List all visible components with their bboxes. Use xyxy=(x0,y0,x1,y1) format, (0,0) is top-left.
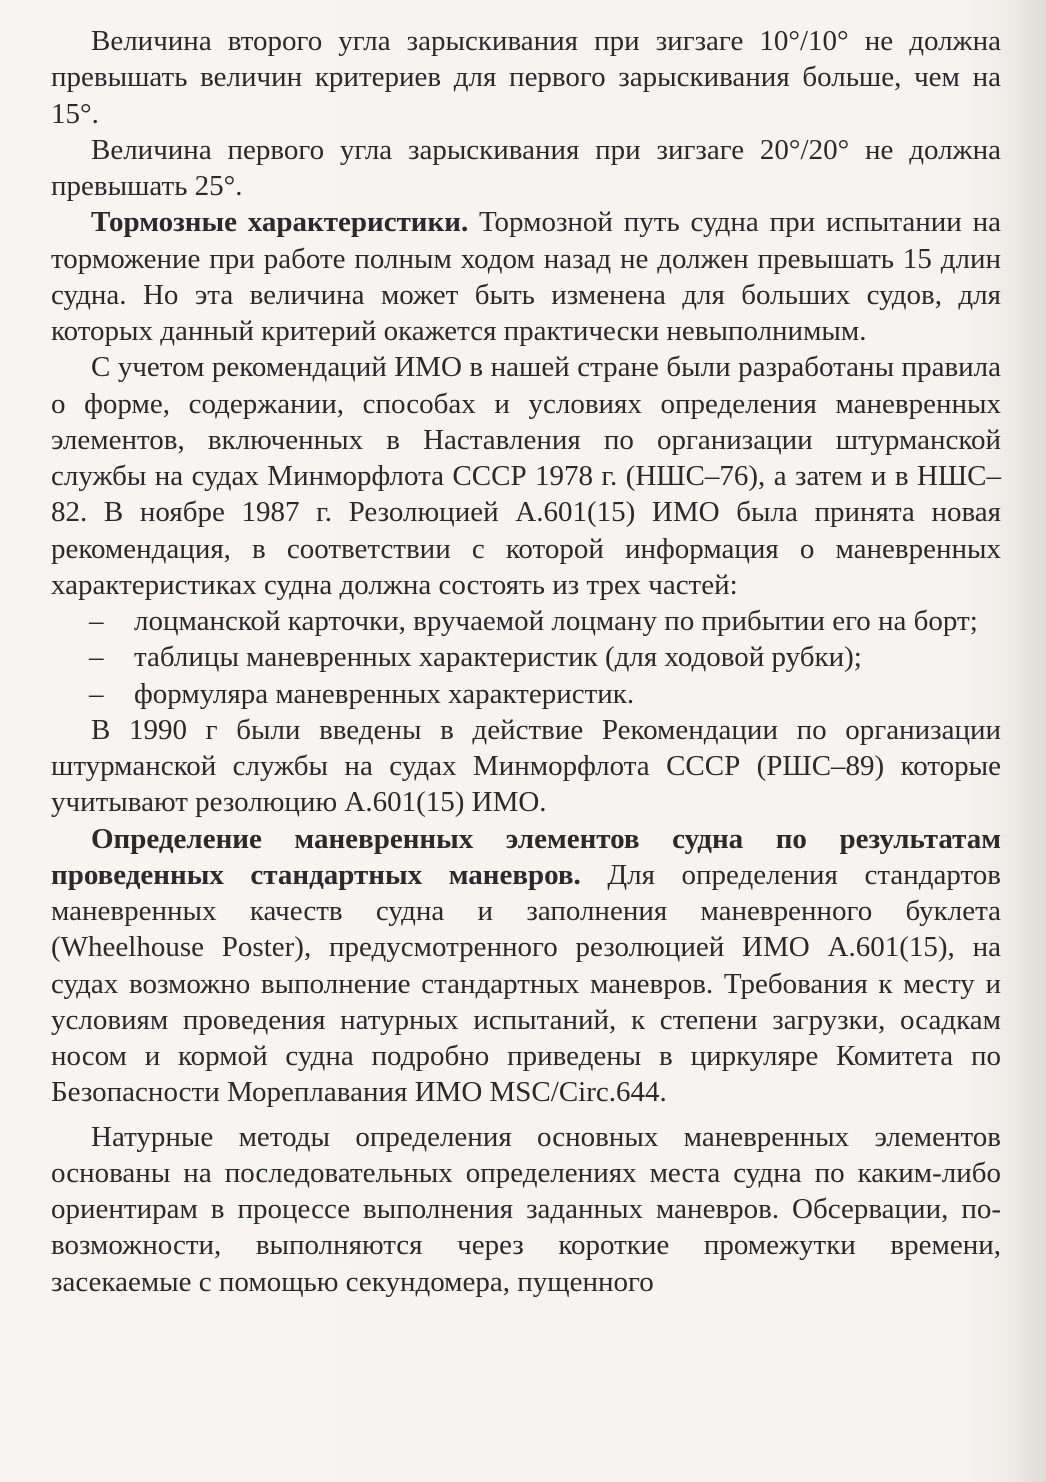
parts-list xyxy=(51,603,1001,712)
paragraph-braking xyxy=(51,204,1001,349)
paragraph-zigzag-20: Величина первого угла зарыскивания при зигзаге 20°/20° не должна превышать 25°. xyxy=(51,133,1001,202)
paragraph-1990-rules: В 1990 г были введены в действие Рекомендации по организации штурманской службы на судах Минморфлота СССР (РШС–89) которые учитывают резолюцию А.601(15) ИМО. xyxy=(51,713,1001,819)
braking-body: Тормозной путь судна при испытании на торможение при работе полным ходом назад не должен превышать 15 длин судна. Но эта величина может быть изменена для больших судов, для которых данный критерий окажется практически невыполнимым. xyxy=(51,206,1002,347)
list-item xyxy=(51,639,1001,675)
paragraph-field-methods: Натурные методы определения основных маневренных элементов основаны на последовательных определениях места судна по каким-либо ориентирам в процессе выполнения заданных маневров. Обсервации, по-возможности, выполняются через короткие промежутки времени, засекаемые с помощью секундомера, пущенного xyxy=(51,1120,1001,1298)
list-item-text: таблицы маневренных характеристик (для ходовой рубки); xyxy=(134,641,862,674)
list-item-text: лоцманской карточки, вручаемой лоцману по прибытии его на борт; xyxy=(134,605,978,637)
paragraph-zigzag-10: Величина второго угла зарыскивания при зигзаге 10°/10° не должна превышать величин критериев для первого зарыскивания больше, чем на 15°. xyxy=(51,25,1001,130)
standard-maneuvers-heading: Определение маневренных элементов судна по результатам проведенных стандартных маневров. xyxy=(51,822,1001,891)
document-body xyxy=(51,23,1001,1300)
standard-maneuvers-body: Для определения стандартов маневренных качеств судна и заполнения маневренного буклета (Wheelhouse Poster), предусмотренного резолюцией ИМО А.601(15), на судах возможно выполнение стандартных маневров. Требования к месту и условиям проведения натурных испытаний, к степени загрузки, осадкам носом и кормой судна подробно приведены в циркуляре Комитета по Безопасности Мореплавания ИМО MSC/Circ.644. xyxy=(51,858,1001,1109)
list-dash: – xyxy=(89,641,104,674)
paragraph-imo-recommendations: С учетом рекомендаций ИМО в нашей стране были разработаны правила о форме, содержании, способах и условиях определения маневренных элементов, включенных в Наставления по организации штурманской службы на судах Минморфлота СССР 1978 г. (НШС–76), а затем и в НШС–82. В ноябре 1987 г. Резолюцией А.601(15) ИМО была принята новая рекомендация, в соответствии с которой информация о маневренных характеристиках судна должна состоять из трех частей: xyxy=(51,351,1001,601)
braking-heading: Тормозные характеристики. xyxy=(91,206,469,239)
paragraph-gap xyxy=(51,1111,1001,1119)
list-item xyxy=(51,676,1001,712)
list-dash: – xyxy=(89,605,104,637)
list-item xyxy=(51,603,1001,639)
list-dash: – xyxy=(89,677,104,710)
list-item-text: формуляра маневренных характеристик. xyxy=(134,677,635,710)
paragraph-standard-maneuvers xyxy=(51,821,1001,1111)
